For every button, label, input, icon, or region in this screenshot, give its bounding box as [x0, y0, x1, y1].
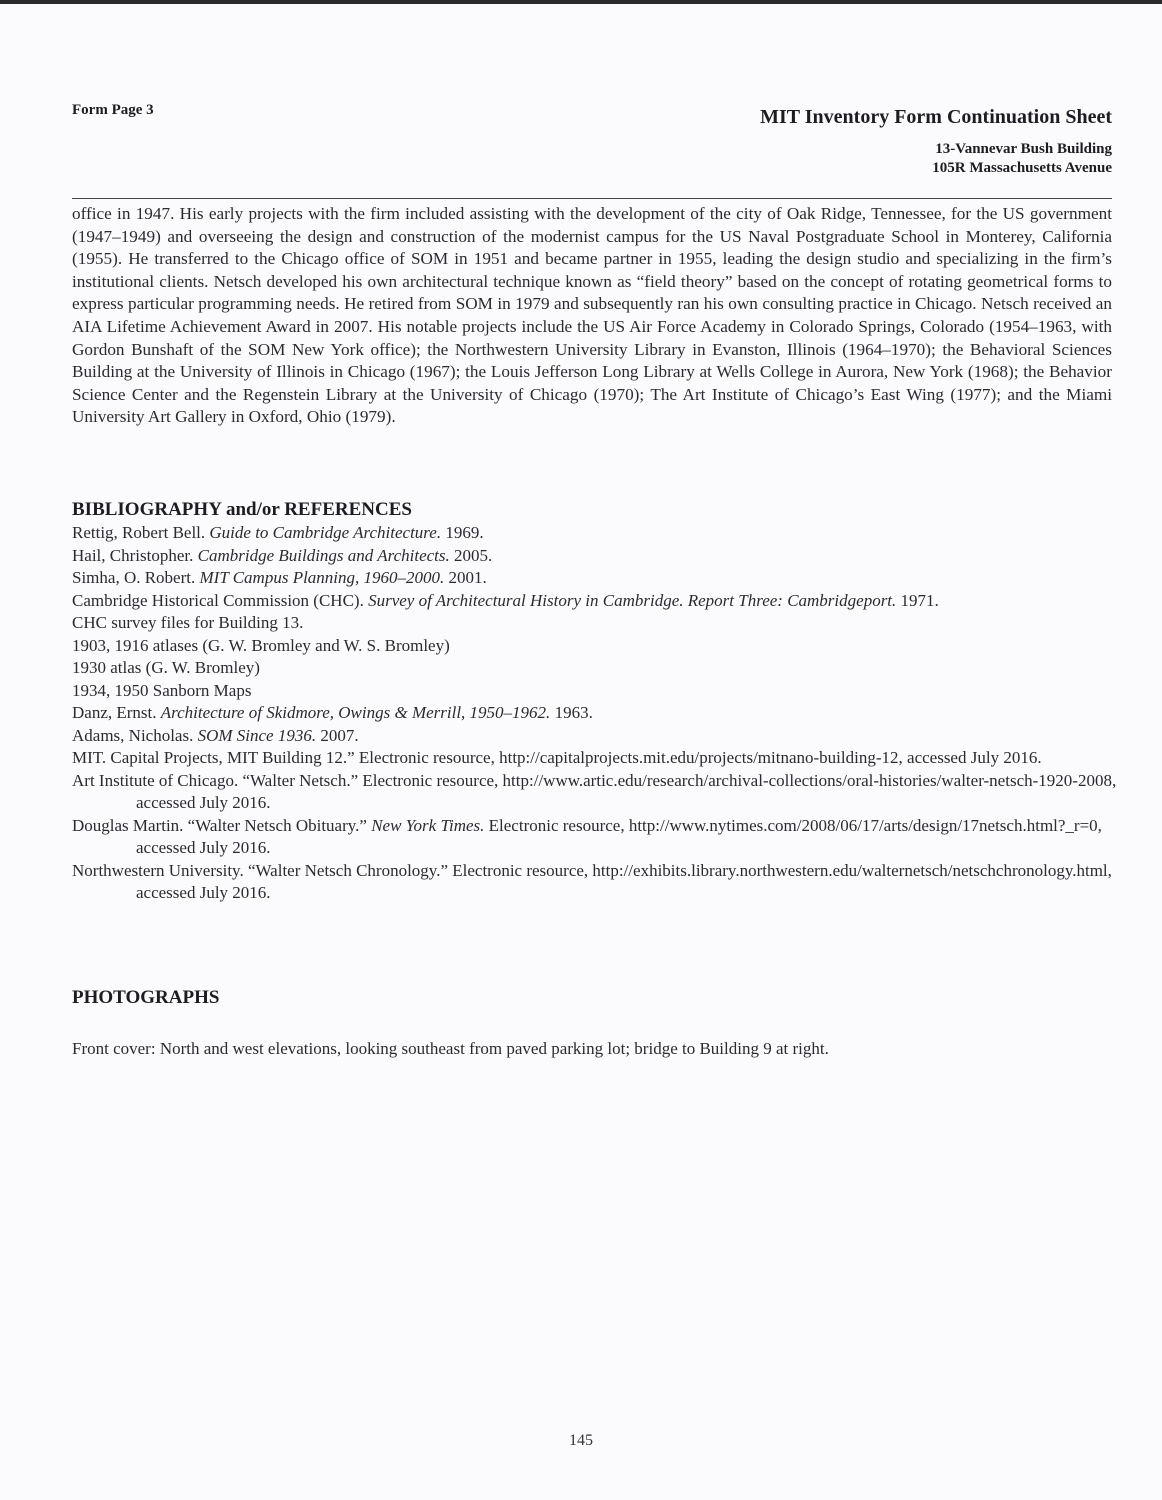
bibliography-entry: Hail, Christopher. Cambridge Buildings and Architects. 2005.: [72, 545, 493, 565]
page-header: [760, 104, 1112, 178]
bibliography-entry: Adams, Nicholas. SOM Since 1936. 2007.: [72, 725, 359, 745]
header-building: 13-Vannevar Bush Building: [935, 141, 1112, 157]
bibliography-entry: Northwestern University. “Walter Netsch Chronology.” Electronic resource, http://exhibits.library.northwestern.edu/walternetsch/netschchronology.html, accessed July 2016.: [72, 860, 1112, 902]
bibliography-heading: BIBLIOGRAPHY and/or REFERENCES: [72, 499, 412, 520]
bibliography-list: [72, 522, 1132, 905]
bibliography-entry: Cambridge Historical Commission (CHC). Survey of Architectural History in Cambridge. Report Three: Cambridgeport. 1971.: [72, 590, 939, 610]
header-address: 105R Massachusetts Avenue: [932, 160, 1112, 176]
photographs-heading: PHOTOGRAPHS: [72, 987, 220, 1008]
scan-edge: [0, 0, 1162, 4]
page-number: 145: [569, 1432, 593, 1449]
bibliography-entry: Douglas Martin. “Walter Netsch Obituary.” New York Times. Electronic resource, http://www.nytimes.com/2008/06/17/arts/design/17netsch.html?_r=0, accessed July 2016.: [72, 815, 1102, 857]
bibliography-entry: MIT. Capital Projects, MIT Building 12.” Electronic resource, http://capitalprojects.mit.edu/projects/mitnano-building-12, accessed July 2016.: [72, 748, 1042, 767]
form-page-label: Form Page 3: [72, 102, 154, 118]
bibliography-entry: Simha, O. Robert. MIT Campus Planning, 1960–2000. 2001.: [72, 568, 487, 587]
body-paragraph: office in 1947. His early projects with the firm included assisting with the development of the city of Oak Ridge, Tennessee, for the US government (1947–1949) and overseeing the design and construction of the modernist campus for the US Naval Postgraduate School in Monterey, California (1955). He transferred to the Chicago office of SOM in 1951 and became partner in 1955, leading the design studio and specializing in the firm’s institutional clients. Netsch developed his own architectural technique known as “field theory” based on the concept of rotating geometrical forms to express particular programming needs. He retired from SOM in 1979 and subsequently ran his own consulting practice in Chicago. Netsch received an AIA Lifetime Achievement Award in 2007. His notable projects include the US Air Force Academy in Colorado Springs, Colorado (1954–1963, with Gordon Bunshaft of the SOM New York office); the Northwestern University Library in Evanston, Illinois (1964–1970); the Behavioral Sciences Building at the University of Illinois in Chicago (1967); the Louis Jefferson Long Library at Wells College in Aurora, New York (1968); the Behavior Science Center and the Regenstein Library at the University of Chicago (1970); The Art Institute of Chicago’s East Wing (1977); and the Miami University Art Gallery in Oxford, Ohio (1979).: [72, 204, 1112, 427]
bibliography-entry: Rettig, Robert Bell. Guide to Cambridge Architecture. 1969.: [72, 523, 484, 542]
bibliography-entry: 1934, 1950 Sanborn Maps: [72, 680, 252, 700]
bibliography-entry: 1930 atlas (G. W. Bromley): [72, 658, 260, 677]
header-title: MIT Inventory Form Continuation Sheet: [760, 106, 1112, 128]
header-divider: [72, 198, 1112, 199]
bibliography-entry: Art Institute of Chicago. “Walter Netsch.” Electronic resource, http://www.artic.edu/research/archival-collections/oral-histories/walter-netsch-1920-2008, accessed July 2016.: [72, 770, 1117, 812]
bibliography-entry: 1903, 1916 atlases (G. W. Bromley and W. S. Bromley): [72, 635, 450, 655]
photo-caption: Front cover: North and west elevations, looking southeast from paved parking lot; bridge to Building 9 at right.: [72, 1039, 829, 1058]
bibliography-entry: CHC survey files for Building 13.: [72, 613, 304, 632]
bibliography-entry: Danz, Ernst. Architecture of Skidmore, Owings & Merrill, 1950–1962. 1963.: [72, 703, 593, 722]
